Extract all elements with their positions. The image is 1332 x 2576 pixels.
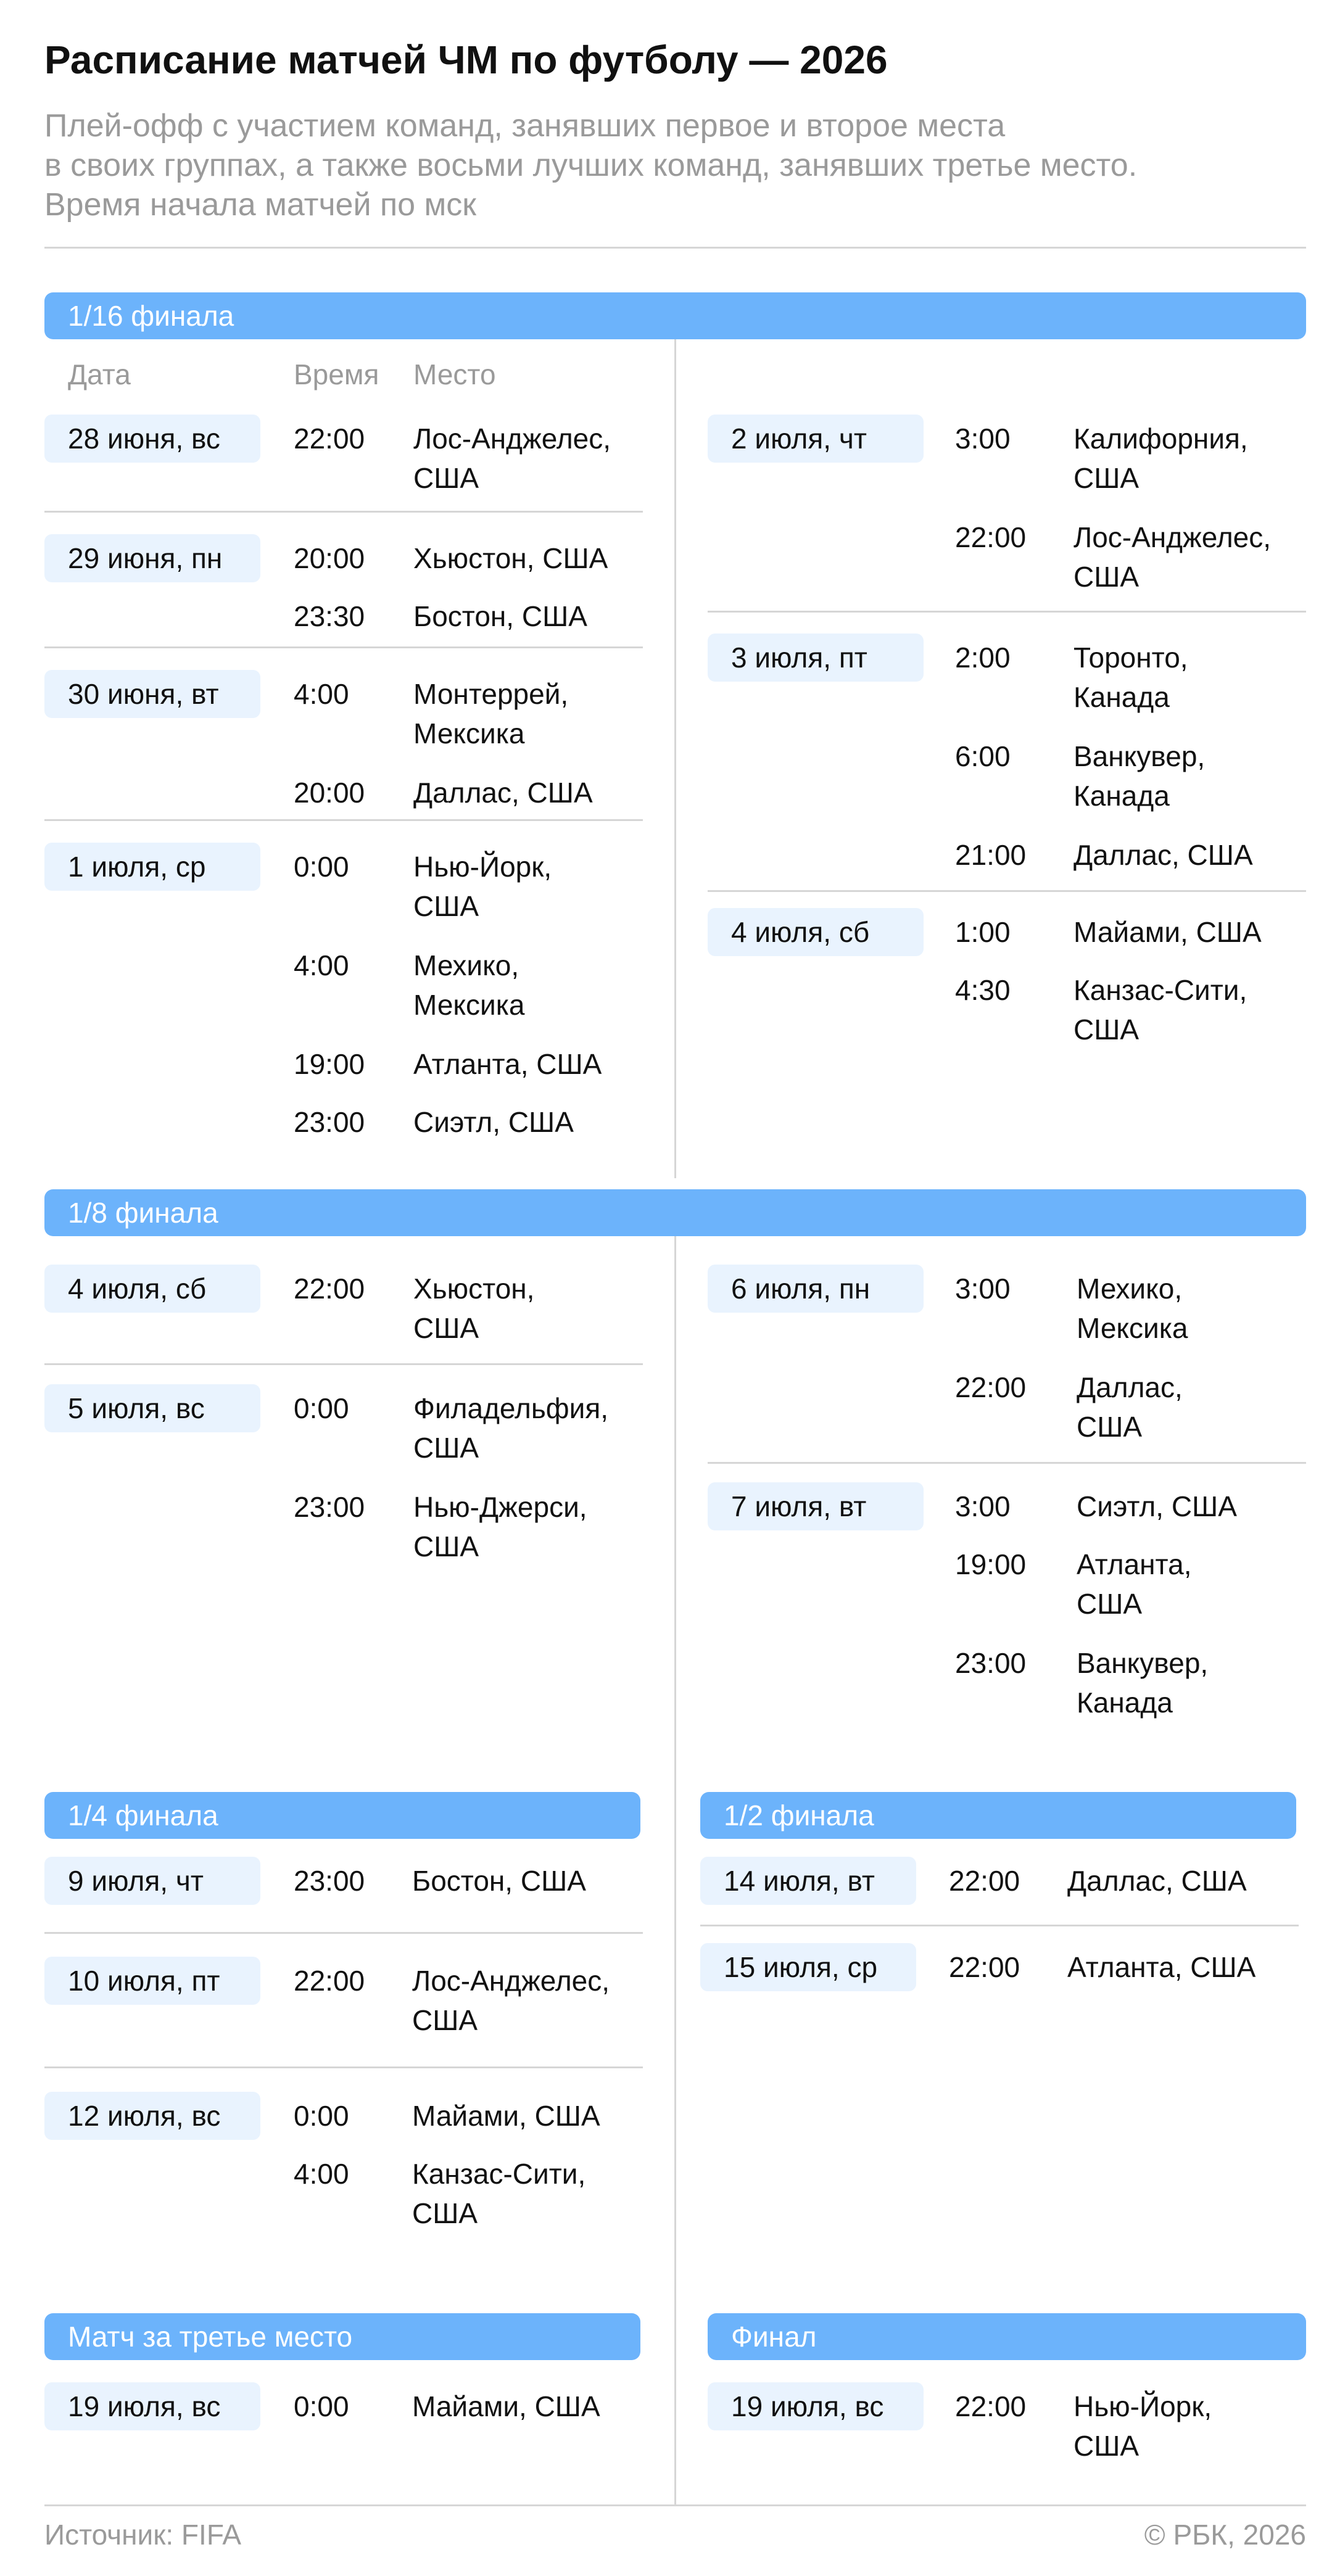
match-venue: Калифорния, США [1073,423,1248,494]
match-time: 22:00 [294,423,365,455]
match-venue: Атланта, США [413,1048,602,1080]
match-venue: Атланта, США [1077,1548,1192,1620]
row-divider [44,1363,643,1365]
match-time: 23:00 [955,1647,1027,1679]
date-badge: 6 июля, пн [708,1265,924,1313]
subtitle-line: в своих группах, а также восьми лучших команд, занявших третье место. [44,147,1138,183]
match-time: 4:30 [955,974,1011,1006]
match-time: 20:00 [294,777,365,809]
match-venue: Майами, США [412,2390,600,2422]
date-badge: 19 июля, вс [44,2382,260,2430]
header-divider [44,247,1306,249]
row-divider [44,2066,643,2068]
match-time: 21:00 [955,839,1027,871]
column-header-date: Дата [68,358,131,390]
column-divider [674,1228,676,2504]
date-badge: 29 июня, пн [44,534,260,582]
match-venue: Майами, США [1073,916,1262,948]
match-venue: Хьюстон, США [413,1273,535,1344]
subtitle-line: Время начала матчей по мск [44,187,476,223]
match-time: 23:00 [294,1106,365,1138]
match-time: 0:00 [294,851,349,883]
copyright: © РБК, 2026 [1144,2519,1306,2551]
date-badge: 10 июля, пт [44,1957,260,2005]
match-venue: Майами, США [412,2100,600,2132]
match-time: 19:00 [955,1548,1027,1580]
match-time: 0:00 [294,1392,349,1424]
date-badge: 14 июля, вт [700,1857,916,1905]
match-venue: Лос-Анджелес, США [413,423,611,494]
match-venue: Филадельфия, США [413,1392,609,1464]
stage-bar-sf: 1/2 финала [700,1792,1296,1839]
date-badge: 15 июля, ср [700,1943,916,1991]
stage-bar-r32: 1/16 финала [44,292,1306,339]
row-divider [708,611,1306,613]
match-time: 4:00 [294,678,349,710]
match-time: 22:00 [955,1371,1027,1403]
match-venue: Нью-Йорк, США [1073,2390,1212,2462]
match-time: 22:00 [949,1865,1020,1897]
match-venue: Даллас, США [1077,1371,1183,1443]
match-venue: Сиэтл, США [1077,1490,1237,1522]
date-badge: 4 июля, сб [708,908,924,956]
stage-bar-final: Финал [708,2313,1306,2360]
source-note: Источник: FIFA [44,2519,242,2551]
date-badge: 5 июля, вс [44,1384,260,1432]
column-header-place: Место [413,358,496,390]
match-venue: Даллас, США [1073,839,1253,871]
match-time: 3:00 [955,423,1011,455]
match-time: 23:30 [294,600,365,632]
match-venue: Канзас-Сити, США [412,2158,586,2229]
match-time: 2:00 [955,642,1011,674]
match-time: 22:00 [955,521,1027,553]
row-divider [44,646,643,648]
date-badge: 9 июля, чт [44,1857,260,1905]
match-time: 19:00 [294,1048,365,1080]
column-header-time: Время [294,358,379,390]
stage-bar-third-place: Матч за третье место [44,2313,640,2360]
match-venue: Нью-Йорк, США [413,851,552,922]
match-venue: Ванкувер, Канада [1073,740,1206,812]
match-time: 4:00 [294,2158,349,2190]
row-divider [44,511,643,513]
match-time: 22:00 [294,1273,365,1305]
date-badge: 3 июля, пт [708,634,924,682]
match-venue: Бостон, США [413,600,587,632]
stage-bar-qf: 1/4 финала [44,1792,640,1839]
match-venue: Мехико, Мексика [413,949,525,1021]
match-time: 0:00 [294,2390,349,2422]
match-venue: Мехико, Мексика [1077,1273,1188,1344]
row-divider [708,1462,1306,1464]
match-time: 22:00 [949,1951,1020,1983]
date-badge: 2 июля, чт [708,415,924,463]
match-venue: Монтеррей, Мексика [413,678,569,749]
match-time: 20:00 [294,542,365,574]
match-time: 3:00 [955,1273,1011,1305]
match-venue: Канзас-Сити, США [1073,974,1247,1046]
match-time: 22:00 [955,2390,1027,2422]
row-divider [44,1932,643,1934]
match-venue: Нью-Джерси, США [413,1491,587,1563]
match-venue: Лос-Анджелес, США [1073,521,1272,593]
match-venue: Ванкувер, Канада [1077,1647,1209,1719]
date-badge: 1 июля, ср [44,843,260,891]
date-badge: 12 июля, вс [44,2092,260,2140]
date-badge: 4 июля, сб [44,1265,260,1313]
match-time: 4:00 [294,949,349,981]
match-venue: Даллас, США [413,777,593,809]
match-venue: Даллас, США [1067,1865,1247,1897]
row-divider [44,819,643,821]
date-badge: 7 июля, вт [708,1482,924,1530]
match-venue: Сиэтл, США [413,1106,574,1138]
date-badge: 30 июня, вт [44,670,260,718]
stage-bar-r16: 1/8 финала [44,1189,1306,1236]
match-venue: Хьюстон, США [413,542,608,574]
match-venue: Лос-Анджелес, США [412,1965,610,2036]
match-time: 0:00 [294,2100,349,2132]
date-badge: 19 июля, вс [708,2382,924,2430]
match-time: 3:00 [955,1490,1011,1522]
match-venue: Бостон, США [412,1865,586,1897]
footer-divider [44,2504,1306,2506]
match-time: 6:00 [955,740,1011,772]
match-venue: Торонто, Канада [1073,642,1188,713]
row-divider [708,890,1306,892]
subtitle-line: Плей-офф с участием команд, занявших первое и второе места [44,108,1006,144]
match-time: 23:00 [294,1491,365,1523]
row-divider [700,1925,1299,1926]
match-venue: Атланта, США [1067,1951,1256,1983]
date-badge: 28 июня, вс [44,415,260,463]
column-divider [674,339,676,1178]
page-title: Расписание матчей ЧМ по футболу — 2026 [44,38,888,82]
page-subtitle [44,106,1137,225]
match-time: 22:00 [294,1965,365,1997]
match-time: 1:00 [955,916,1011,948]
match-time: 23:00 [294,1865,365,1897]
